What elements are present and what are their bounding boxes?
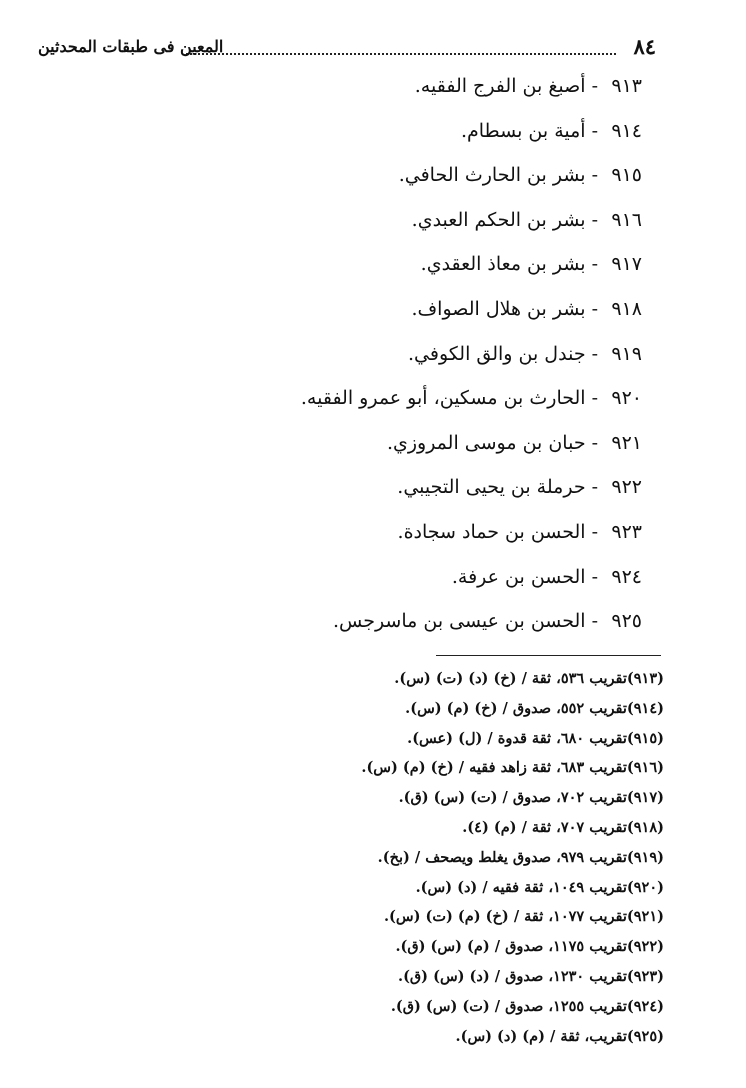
entry-name: الحسن بن عيسى بن ماسرجس. bbox=[332, 610, 586, 633]
list-item bbox=[222, 465, 642, 510]
entry-name: أمية بن بسطام. bbox=[460, 119, 586, 142]
entry-separator: - bbox=[591, 342, 598, 365]
entry-number: ٩٢٢ bbox=[611, 476, 642, 499]
footnote: (٩٢٥)تقريب، ثقة / (م) (د) (س). bbox=[455, 1027, 664, 1045]
running-title: المعين فى طبقات المحدثين bbox=[38, 37, 224, 56]
entry-name: حبان بن موسى المروزي. bbox=[386, 431, 586, 454]
entry-number: ٩٢٤ bbox=[611, 565, 642, 588]
list-item bbox=[222, 242, 642, 287]
footnote: (٩١٨)تقريب ٧٠٧، ثقة / (م) (٤). bbox=[462, 818, 664, 836]
entry-separator: - bbox=[591, 75, 598, 97]
entry-separator: - bbox=[591, 431, 598, 454]
entry-separator: - bbox=[591, 520, 598, 543]
entry-name: أصبغ بن الفرج الفقيه. bbox=[414, 75, 586, 97]
list-item bbox=[222, 510, 642, 555]
entry-separator: - bbox=[591, 208, 598, 231]
footnote: (٩٢٤)تقريب ١٢٥٥، صدوق / (ت) (س) (ق). bbox=[390, 997, 664, 1015]
entry-separator: - bbox=[591, 476, 598, 499]
entry-number: ٩٢٣ bbox=[611, 520, 642, 543]
list-item bbox=[222, 555, 642, 600]
entry-separator: - bbox=[591, 610, 598, 633]
entry-number: ٩١٥ bbox=[611, 164, 642, 187]
entry-number: ٩١٤ bbox=[611, 119, 642, 142]
entry-name: الحسن بن عرفة. bbox=[451, 565, 586, 588]
footnote: (٩١٦)تقريب ٦٨٣، ثقة زاهد فقيه / (خ) (م) (س). bbox=[361, 759, 664, 777]
footnote: (٩٢٣)تقريب ١٢٣٠، صدوق / (د) (س) (ق). bbox=[398, 967, 664, 985]
entry-name: الحارث بن مسكين، أبو عمرو الفقيه. bbox=[300, 387, 586, 410]
list-item bbox=[222, 198, 642, 243]
list-item bbox=[222, 64, 642, 109]
footnote: (٩٢٠)تقريب ١٠٤٩، ثقة فقيه / (د) (س). bbox=[415, 878, 664, 896]
entry-number: ٩١٨ bbox=[611, 297, 642, 320]
entry-name: بشر بن هلال الصواف. bbox=[411, 297, 586, 320]
entry-name: حرملة بن يحيى التجيبي. bbox=[397, 476, 586, 499]
footnote: (٩٢١)تقريب ١٠٧٧، ثقة / (خ) (م) (ت) (س). bbox=[384, 908, 664, 926]
list-item bbox=[222, 109, 642, 154]
footnote: (٩١٣)تقريب ٥٣٦، ثقة / (خ) (د) (ت) (س). bbox=[394, 670, 664, 687]
entry-number: ٩١٧ bbox=[611, 253, 642, 276]
entry-separator: - bbox=[591, 565, 598, 588]
page-header bbox=[38, 34, 656, 60]
footnote: (٩٢٢)تقريب ١١٧٥، صدوق / (م) (س) (ق). bbox=[395, 938, 664, 956]
list-item bbox=[222, 287, 642, 332]
footnotes bbox=[244, 664, 664, 1051]
entry-separator: - bbox=[591, 253, 598, 276]
list-item bbox=[222, 599, 642, 644]
entry-name: جندل بن والق الكوفي. bbox=[408, 342, 586, 365]
footnote: (٩١٥)تقريب ٦٨٠، ثقة قدوة / (ل) (عس). bbox=[407, 729, 664, 747]
entry-separator: - bbox=[591, 119, 598, 142]
narrator-list bbox=[222, 64, 642, 644]
entry-number: ٩٢٠ bbox=[611, 387, 642, 410]
entry-name: بشر بن الحكم العبدي. bbox=[411, 208, 586, 231]
list-item bbox=[222, 421, 642, 466]
footnote: (٩١٧)تقريب ٧٠٢، صدوق / (ت) (س) (ق). bbox=[398, 789, 664, 807]
list-item bbox=[222, 376, 642, 421]
entry-name: بشر بن معاذ العقدي. bbox=[420, 253, 586, 276]
page-number: ٨٤ bbox=[633, 34, 656, 59]
entry-number: ٩١٦ bbox=[611, 208, 642, 231]
dotted-leader bbox=[186, 53, 616, 55]
entry-separator: - bbox=[591, 387, 598, 410]
footnote-divider bbox=[436, 655, 661, 656]
entry-number: ٩١٣ bbox=[611, 75, 642, 97]
entry-number: ٩١٩ bbox=[611, 342, 642, 365]
entry-name: بشر بن الحارث الحافي. bbox=[398, 164, 586, 187]
entry-number: ٩٢٥ bbox=[611, 610, 642, 633]
entry-separator: - bbox=[591, 297, 598, 320]
list-item bbox=[222, 332, 642, 377]
entry-name: الحسن بن حماد سجادة. bbox=[397, 520, 586, 543]
entry-number: ٩٢١ bbox=[611, 431, 642, 454]
footnote: (٩١٤)تقريب ٥٥٢، صدوق / (خ) (م) (س). bbox=[405, 699, 664, 717]
footnote: (٩١٩)تقريب ٩٧٩، صدوق يغلط ويصحف / (بخ). bbox=[377, 848, 664, 866]
list-item bbox=[222, 153, 642, 198]
entry-separator: - bbox=[591, 164, 598, 187]
